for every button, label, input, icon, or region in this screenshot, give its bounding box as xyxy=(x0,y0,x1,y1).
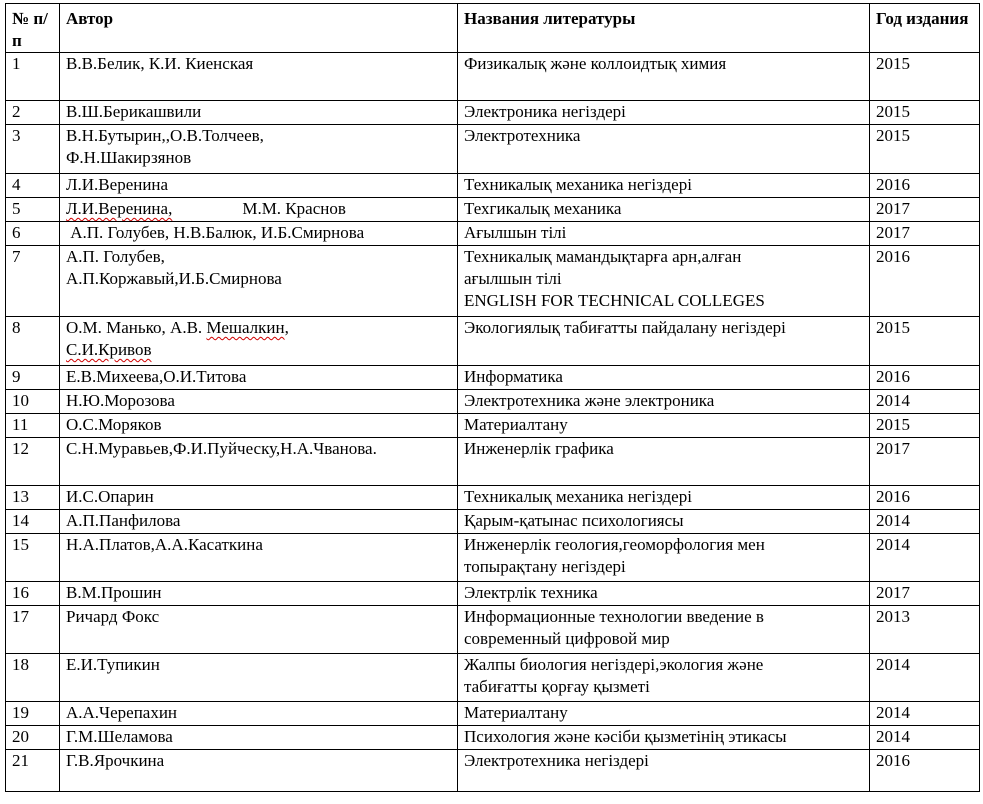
row-num: 5 xyxy=(6,198,60,222)
row-num: 9 xyxy=(6,366,60,390)
row-year: 2016 xyxy=(870,246,980,317)
author-line: И.С.Опарин xyxy=(66,487,154,506)
row-author xyxy=(60,366,458,390)
author-line: Е.В.Михеева,О.И.Титова xyxy=(66,367,247,386)
row-author xyxy=(60,414,458,438)
title-line: Физикалық және коллоидтық химия xyxy=(464,54,727,73)
row-num: 8 xyxy=(6,317,60,366)
author-line: С.Н.Муравьев,Ф.И.Пуйческу,Н.А.Чванова. xyxy=(66,439,377,458)
author-line: В.Ш.Берикашвили xyxy=(66,102,202,121)
title-line: Материалтану xyxy=(464,703,568,722)
row-author xyxy=(60,606,458,654)
title-line: топырақтану негіздері xyxy=(464,557,626,576)
row-year: 2015 xyxy=(870,101,980,125)
title-line: Психология және кәсіби қызметінің этикасы xyxy=(464,727,787,746)
row-year: 2013 xyxy=(870,606,980,654)
row-year: 2016 xyxy=(870,750,980,792)
table-row xyxy=(6,317,980,366)
author-line: Ричард Фокс xyxy=(66,607,160,626)
table-row xyxy=(6,654,980,702)
row-year: 2017 xyxy=(870,222,980,246)
row-title xyxy=(458,654,870,702)
table-row xyxy=(6,414,980,438)
table-row xyxy=(6,510,980,534)
row-year: 2015 xyxy=(870,317,980,366)
row-num: 1 xyxy=(6,53,60,101)
title-line: Техникалық механика негіздері xyxy=(464,487,692,506)
table-row xyxy=(6,101,980,125)
row-title xyxy=(458,438,870,486)
title-line: Электроника негіздері xyxy=(464,102,626,121)
title-line: ағылшын тілі xyxy=(464,269,562,288)
author-name: О.М. Манько, А.В. xyxy=(66,318,207,337)
table-row xyxy=(6,246,980,317)
row-num: 3 xyxy=(6,125,60,174)
row-year: 2014 xyxy=(870,390,980,414)
row-num: 15 xyxy=(6,534,60,582)
table-row xyxy=(6,125,980,174)
row-year: 2014 xyxy=(870,726,980,750)
row-year: 2015 xyxy=(870,414,980,438)
author-line xyxy=(66,317,451,339)
author-line: Л.И.Веренина xyxy=(66,175,169,194)
table-row xyxy=(6,702,980,726)
table-row xyxy=(6,486,980,510)
row-num: 18 xyxy=(6,654,60,702)
title-line: Информационные технологии введение в xyxy=(464,607,764,626)
author-line: Ф.Н.Шакирзянов xyxy=(66,148,192,167)
title-line: Информатика xyxy=(464,367,563,386)
title-line: современный цифровой мир xyxy=(464,629,670,648)
row-author xyxy=(60,702,458,726)
row-title xyxy=(458,390,870,414)
row-num: 19 xyxy=(6,702,60,726)
row-year: 2015 xyxy=(870,125,980,174)
title-line: Қарым-қатынас психологиясы xyxy=(464,511,684,530)
author-line: О.С.Моряков xyxy=(66,415,162,434)
row-year: 2014 xyxy=(870,702,980,726)
row-year: 2014 xyxy=(870,654,980,702)
header-author: Автор xyxy=(60,4,458,53)
table-row xyxy=(6,582,980,606)
row-title xyxy=(458,101,870,125)
row-author xyxy=(60,726,458,750)
row-author xyxy=(60,438,458,486)
row-author xyxy=(60,222,458,246)
row-num: 4 xyxy=(6,174,60,198)
row-author xyxy=(60,582,458,606)
title-line: Экологиялық табиғатты пайдалану негіздері xyxy=(464,318,786,337)
author-name: Мешалкин xyxy=(206,318,285,337)
row-title xyxy=(458,414,870,438)
title-line: Электрлік техника xyxy=(464,583,598,602)
row-num: 11 xyxy=(6,414,60,438)
row-title xyxy=(458,246,870,317)
row-author xyxy=(60,654,458,702)
row-title xyxy=(458,222,870,246)
row-author xyxy=(60,246,458,317)
table-row xyxy=(6,534,980,582)
author-name: , xyxy=(284,318,289,337)
table-row xyxy=(6,366,980,390)
row-title xyxy=(458,750,870,792)
author-line: А.П. Голубев, Н.В.Балюк, И.Б.Смирнова xyxy=(66,223,365,242)
row-num: 7 xyxy=(6,246,60,317)
author-name: Л.И.Веренина, xyxy=(66,199,173,218)
title-line: Техгикалық механика xyxy=(464,199,622,218)
author-line: А.П.Панфилова xyxy=(66,511,181,530)
row-author xyxy=(60,534,458,582)
row-title xyxy=(458,702,870,726)
header-title: Названия литературы xyxy=(458,4,870,53)
author-name: С.И.Кривов xyxy=(66,340,152,359)
row-num: 14 xyxy=(6,510,60,534)
row-num: 17 xyxy=(6,606,60,654)
row-title xyxy=(458,366,870,390)
row-num: 6 xyxy=(6,222,60,246)
author-line: В.М.Прошин xyxy=(66,583,162,602)
row-title xyxy=(458,534,870,582)
row-author xyxy=(60,101,458,125)
row-author xyxy=(60,390,458,414)
author-line xyxy=(66,339,451,361)
row-author xyxy=(60,510,458,534)
row-year: 2017 xyxy=(870,438,980,486)
author-line: А.П. Голубев, xyxy=(66,247,165,266)
literature-table xyxy=(5,3,980,792)
row-title xyxy=(458,53,870,101)
row-num: 2 xyxy=(6,101,60,125)
row-num: 20 xyxy=(6,726,60,750)
author-line: А.А.Черепахин xyxy=(66,703,178,722)
header-year: Год издания xyxy=(870,4,980,53)
title-line: табиғатты қорғау қызметі xyxy=(464,677,650,696)
row-year: 2015 xyxy=(870,53,980,101)
author-line: Г.М.Шеламова xyxy=(66,727,173,746)
title-line: Ағылшын тілі xyxy=(464,223,567,242)
author-line: Е.И.Тупикин xyxy=(66,655,160,674)
row-title xyxy=(458,125,870,174)
row-num: 13 xyxy=(6,486,60,510)
row-title xyxy=(458,486,870,510)
header-num: № п/п xyxy=(6,4,60,53)
row-year: 2017 xyxy=(870,582,980,606)
row-author xyxy=(60,174,458,198)
author-name: М.М. Краснов xyxy=(242,199,346,218)
title-line: Техникалық мамандықтарға арн,алған xyxy=(464,247,742,266)
author-line: Н.Ю.Морозова xyxy=(66,391,175,410)
row-year: 2016 xyxy=(870,366,980,390)
row-title xyxy=(458,726,870,750)
row-title xyxy=(458,582,870,606)
table-row xyxy=(6,198,980,222)
row-num: 21 xyxy=(6,750,60,792)
row-num: 16 xyxy=(6,582,60,606)
row-num: 12 xyxy=(6,438,60,486)
table-row xyxy=(6,53,980,101)
row-author xyxy=(60,53,458,101)
title-line: Электротехника негіздері xyxy=(464,751,649,770)
row-year: 2016 xyxy=(870,174,980,198)
title-line: Инженерлік геология,геоморфология мен xyxy=(464,535,765,554)
author-line: А.П.Коржавый,И.Б.Смирнова xyxy=(66,269,282,288)
row-title xyxy=(458,198,870,222)
row-author xyxy=(60,486,458,510)
table-row xyxy=(6,390,980,414)
row-num: 10 xyxy=(6,390,60,414)
table-row xyxy=(6,174,980,198)
title-line: Электротехника xyxy=(464,126,581,145)
table-header-row xyxy=(6,4,980,53)
author-line: Н.А.Платов,А.А.Касаткина xyxy=(66,535,263,554)
row-year: 2014 xyxy=(870,534,980,582)
table-row xyxy=(6,606,980,654)
table-row xyxy=(6,726,980,750)
author-line: В.В.Белик, К.И. Киенская xyxy=(66,54,254,73)
title-line: Жалпы биология негіздері,экология және xyxy=(464,655,764,674)
table-row xyxy=(6,438,980,486)
row-title xyxy=(458,317,870,366)
title-line: Материалтану xyxy=(464,415,568,434)
author-line: Г.В.Ярочкина xyxy=(66,751,165,770)
row-author xyxy=(60,750,458,792)
row-author xyxy=(60,317,458,366)
row-title xyxy=(458,510,870,534)
table-row xyxy=(6,750,980,792)
row-year: 2017 xyxy=(870,198,980,222)
title-line: Инженерлік графика xyxy=(464,439,614,458)
row-author xyxy=(60,198,458,222)
row-year: 2014 xyxy=(870,510,980,534)
table-row xyxy=(6,222,980,246)
row-author xyxy=(60,125,458,174)
row-year: 2016 xyxy=(870,486,980,510)
author-line: В.Н.Бутырин,,О.В.Толчеев, xyxy=(66,126,264,145)
author-line xyxy=(66,198,451,220)
row-title xyxy=(458,174,870,198)
row-title xyxy=(458,606,870,654)
title-line: Электротехника және электроника xyxy=(464,391,715,410)
title-line: ENGLISH FOR TECHNICAL COLLEGES xyxy=(464,291,765,310)
title-line: Техникалық механика негіздері xyxy=(464,175,692,194)
